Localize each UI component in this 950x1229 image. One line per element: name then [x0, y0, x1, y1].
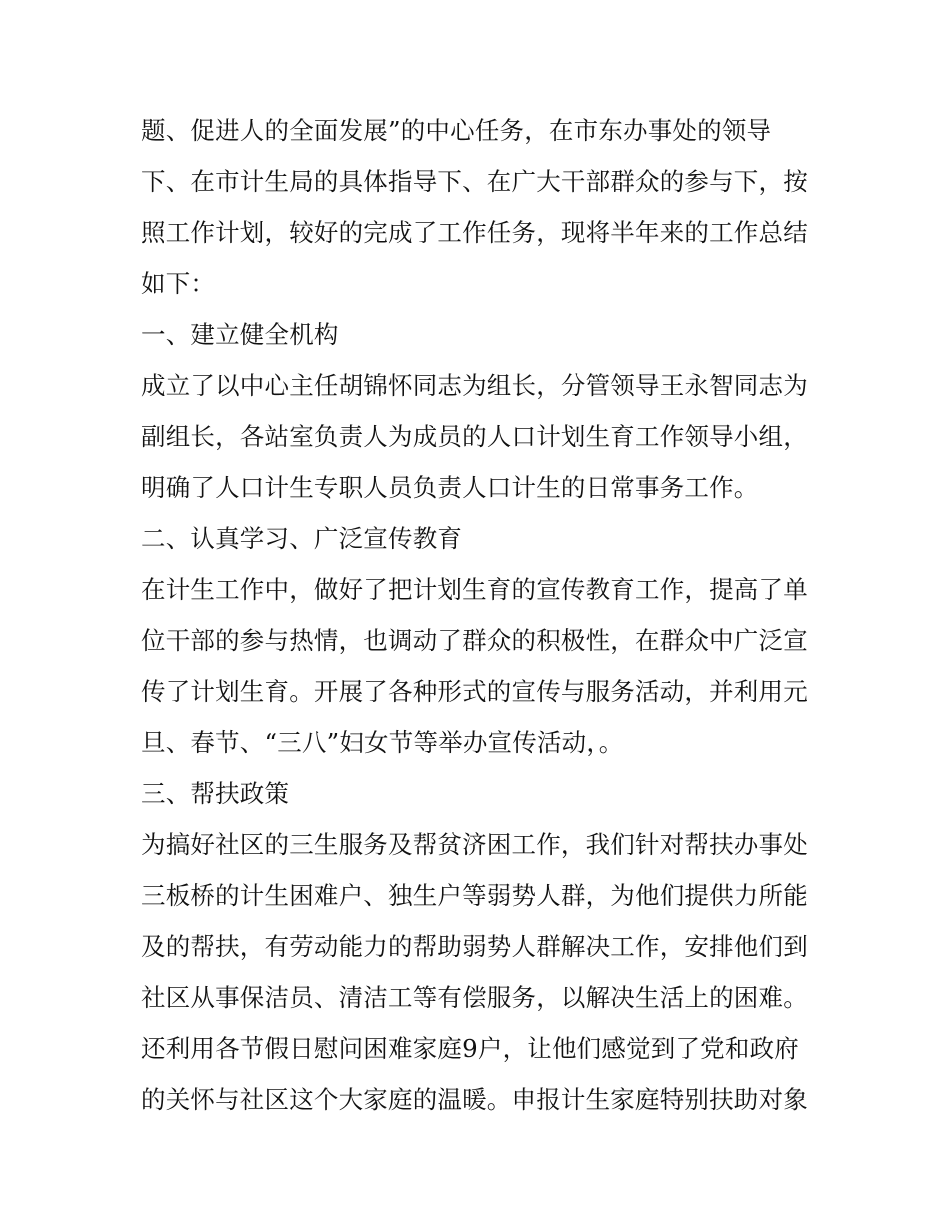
text-line: 还利用各节假日慰问困难家庭9户，让他们感觉到了党和政府 [141, 1034, 799, 1063]
text-line: 成立了以中心主任胡锦怀同志为组长，分管领导王永智同志为 [141, 371, 808, 400]
text-line: 的关怀与社区这个大家庭的温暖。申报计生家庭特别扶助对象 [141, 1085, 808, 1114]
section-heading: 三、帮扶政策 [141, 779, 290, 808]
text-line: 传了计划生育。开展了各种形式的宣传与服务活动，并利用元 [141, 677, 808, 706]
text-line: 旦、春节、“三八”妇女节等举办宣传活动，。 [141, 728, 624, 757]
text-line: 及的帮扶，有劳动能力的帮助弱势人群解决工作，安排他们到 [141, 932, 808, 961]
text-line: 副组长，各站室负责人为成员的人口计划生育工作领导小组， [141, 422, 808, 451]
text-line: 题、促进人的全面发展”的中心任务，在市东办事处的领导 [141, 116, 772, 145]
text-line: 下、在市计生局的具体指导下、在广大干部群众的参与下，按 [141, 167, 808, 196]
section-heading: 一、建立健全机构 [141, 320, 339, 349]
text-line: 如下： [141, 269, 216, 298]
section-heading: 二、认真学习、广泛宣传教育 [141, 524, 463, 553]
text-line: 社区从事保洁员、清洁工等有偿服务，以解决生活上的困难。 [141, 983, 808, 1012]
text-line: 三板桥的计生困难户、独生户等弱势人群，为他们提供力所能 [141, 881, 808, 910]
text-line: 明确了人口计生专职人员负责人口计生的日常事务工作。 [141, 473, 759, 502]
text-line: 为搞好社区的三生服务及帮贫济困工作，我们针对帮扶办事处 [141, 830, 808, 859]
text-line: 在计生工作中，做好了把计划生育的宣传教育工作，提高了单 [141, 575, 808, 604]
text-line: 位干部的参与热情，也调动了群众的积极性，在群众中广泛宣 [141, 626, 808, 655]
document-body [141, 105, 821, 1125]
text-line: 照工作计划，较好的完成了工作任务，现将半年来的工作总结 [141, 218, 808, 247]
